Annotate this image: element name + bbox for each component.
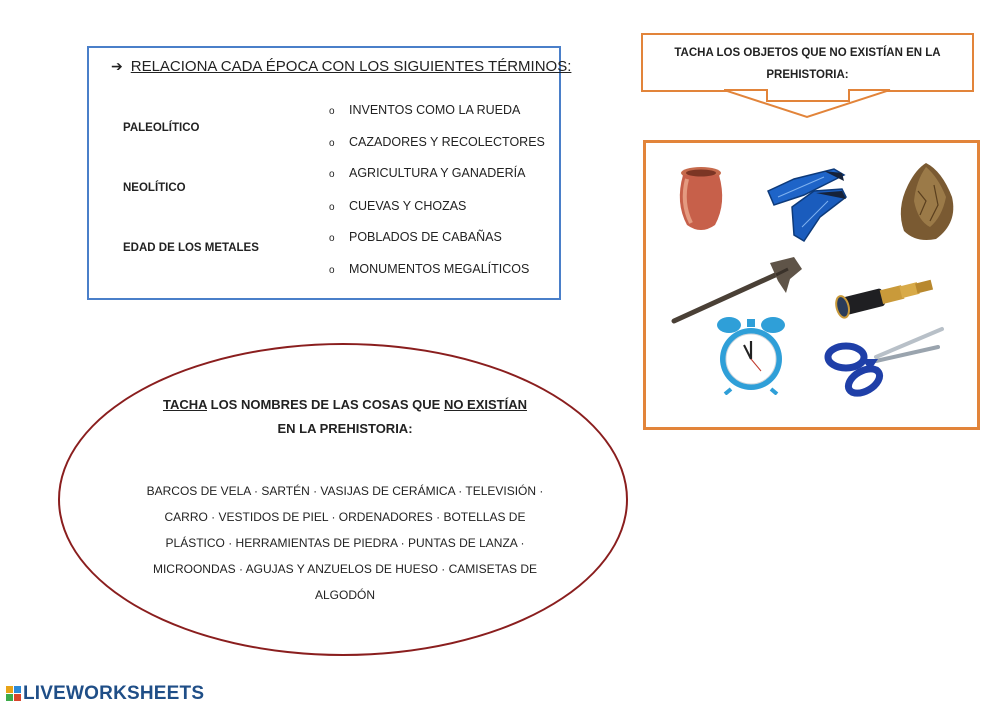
stone-handaxe-icon[interactable] [896, 161, 958, 243]
names-exercise-ellipse [58, 343, 628, 656]
names-word-list[interactable]: BARCOS DE VELA · SARTÉN · VASIJAS DE CERÁMICA · TELEVISIÓN · CARRO · VESTIDOS DE PIEL · ORDENADORES · BOTELLAS DE PLÁSTICO · HERRAMIENTAS DE PIEDRA · PUNTAS DE LANZA · MICROONDAS · AGUJAS Y ANZUELOS DE HUESO · CAMISETAS DE ALGODÓN [146, 484, 544, 602]
epoch-metal-age[interactable]: EDAD DE LOS METALES [123, 242, 259, 254]
relate-exercise-box [87, 46, 572, 300]
ceramic-vase-icon[interactable] [673, 165, 729, 235]
logo-icon [6, 686, 22, 702]
term-item[interactable]: o MONUMENTOS MEGALÍTICOS [329, 262, 530, 276]
scissors-icon[interactable] [824, 323, 946, 399]
epoch-neolithic[interactable]: NEOLÍTICO [123, 182, 186, 194]
term-item[interactable]: o INVENTOS COMO LA RUEDA [329, 103, 521, 117]
objects-image-box [643, 140, 980, 430]
callout-down-arrow-icon [724, 89, 892, 119]
objects-instruction-callout [641, 33, 974, 92]
arrow-right-icon: ➔ [111, 58, 123, 74]
names-exercise-title: TACHA LOS NOMBRES DE LAS COSAS QUE NO EXISTÍAN EN LA PREHISTORIA: [162, 397, 528, 436]
alarm-clock-icon[interactable] [713, 315, 789, 395]
term-item[interactable]: o AGRICULTURA Y GANADERÍA [329, 166, 526, 180]
callout-text: TACHA LOS OBJETOS QUE NO EXISTÍAN EN LA PREHISTORIA: [674, 47, 941, 81]
epoch-paleolithic[interactable]: PALEOLÍTICO [123, 122, 200, 134]
term-item[interactable]: o POBLADOS DE CABAÑAS [329, 230, 502, 244]
relate-title: ➔ RELACIONA CADA ÉPOCA CON LOS SIGUIENTES TÉRMINOS: [111, 58, 572, 75]
term-item[interactable]: o CAZADORES Y RECOLECTORES [329, 135, 545, 149]
swim-fins-icon[interactable] [764, 161, 850, 243]
spyglass-icon[interactable] [831, 271, 941, 319]
term-item[interactable]: o CUEVAS Y CHOZAS [329, 199, 467, 213]
